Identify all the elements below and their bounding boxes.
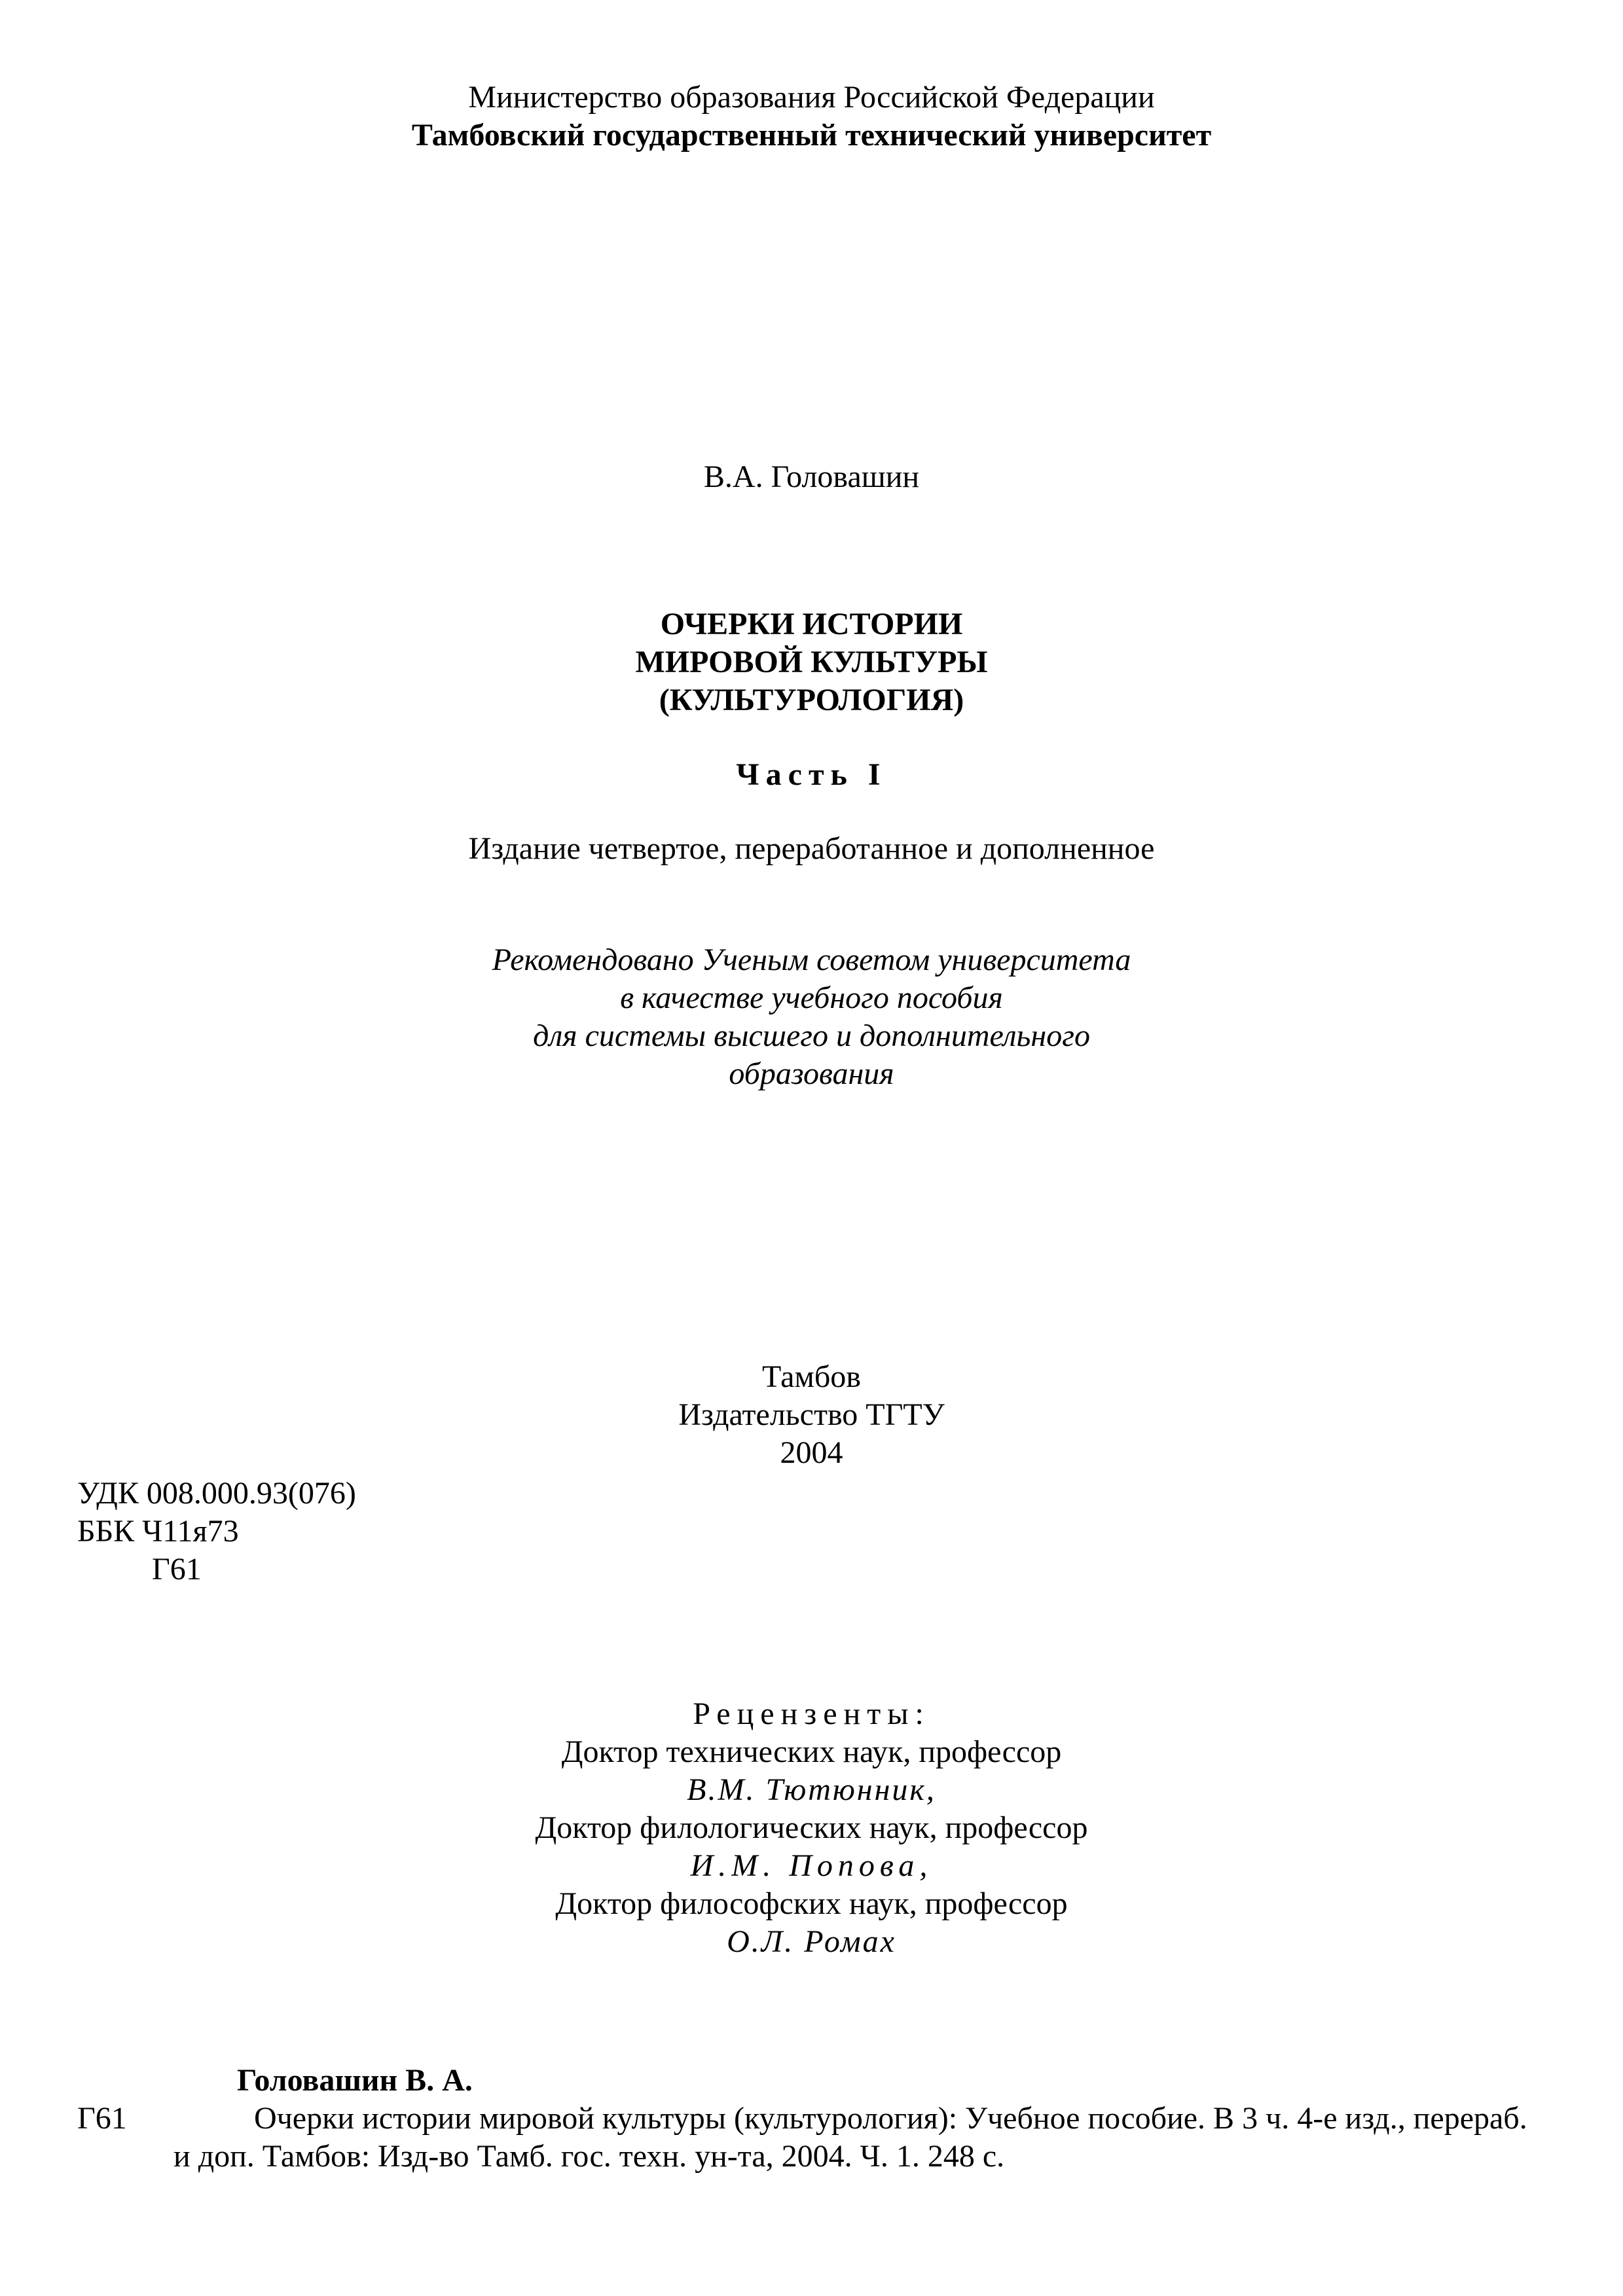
recommendation-line-2: в качестве учебного пособия: [620, 980, 1003, 1015]
udk-code: УДК 008.000.93(076): [77, 1476, 356, 1511]
reviewer-name: И.М. Попова,: [690, 1848, 933, 1883]
imprint-year: 2004: [780, 1435, 843, 1470]
title-line-3: (КУЛЬТУРОЛОГИЯ): [659, 683, 964, 717]
reviewer-title: Доктор философских наук, профессор: [555, 1886, 1068, 1921]
reviewer-name: В.М. Тютюнник,: [687, 1772, 936, 1807]
recommendation-line-4: образования: [729, 1056, 894, 1091]
reviewer-title: Доктор филологических наук, профессор: [535, 1810, 1088, 1845]
author-name: В.А. Головашин: [703, 459, 920, 494]
imprint-publisher: Издательство ТГТУ: [678, 1397, 945, 1432]
edition-note: Издание четвертое, переработанное и дополненное: [468, 831, 1155, 866]
author-mark-code: Г61: [152, 1552, 202, 1587]
citation-author: Головашин В. А.: [237, 2063, 473, 2098]
university-name: Тамбовский государственный технический университет: [411, 118, 1212, 152]
imprint-city: Тамбов: [762, 1359, 861, 1394]
citation-code: Г61: [77, 2101, 127, 2136]
title-line-2: МИРОВОЙ КУЛЬТУРЫ: [635, 645, 988, 679]
ministry-name: Министерство образования Российской Федерации: [468, 80, 1155, 115]
bbk-code: ББК Ч11я73: [77, 1514, 239, 1549]
part-label: Часть I: [736, 757, 887, 792]
citation-text-line-1: Очерки истории мировой культуры (культурология): Учебное пособие. В 3 ч. 4-е изд., перераб.: [254, 2101, 1527, 2136]
reviewers-heading: Рецензенты:: [693, 1696, 930, 1731]
reviewer-title: Доктор технических наук, профессор: [561, 1734, 1062, 1769]
recommendation-line-3: для системы высшего и дополнительного: [533, 1018, 1090, 1053]
recommendation-line-1: Рекомендовано Ученым советом университета: [492, 942, 1131, 977]
citation-text-line-2: и доп. Тамбов: Изд-во Тамб. гос. техн. ун-та, 2004. Ч. 1. 248 с.: [173, 2139, 1005, 2174]
title-line-1: ОЧЕРКИ ИСТОРИИ: [660, 607, 963, 641]
reviewer-name: О.Л. Ромах: [727, 1924, 896, 1959]
